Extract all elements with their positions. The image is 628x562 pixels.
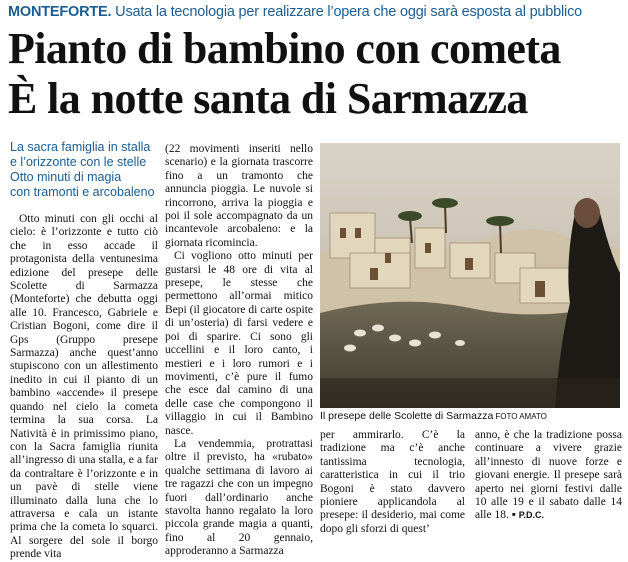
kicker-place: MONTEFORTE. <box>8 4 112 20</box>
headline-line-2: È la notte santa di Sarmazza <box>8 74 528 123</box>
paragraph: Otto minuti con gli occhi al cielo: è l’orizzonte e tutto ciò che in esso accade il protagonista della ventunesima edizione del presepe delle Scolette di Sarmazza (Monteforte) che debutta oggi alle 10. Francesco, Gabriele e Cristian Bogoni, come dire il Gps (Gruppo presepe Sarmazza) anche quest’anno stupiscono con un allestimento inedito in cui il pianto di un bambino «accende» il presepe quando nel cielo la cometa termina la sua corsa. La Natività è in primissimo piano, con la Sacra famiglia riunita all’ingresso di una stalla, e a far da contraltare è l’orizzonte e in un pavè di stelle viene illuminato dalla luna che lo attraversa e cala un istante prima che la cometa lo squarci. Al sorgere del sole il borgo prende vita <box>10 213 158 561</box>
photo-caption <box>320 410 622 422</box>
nativity-scene-photo <box>320 143 620 408</box>
paragraph <box>475 429 622 523</box>
caption-text: Il presepe delle Scolette di Sarmazza <box>320 410 494 422</box>
photo-illustration <box>320 143 620 408</box>
summary-line: e l’orizzonte con le stelle <box>10 155 147 169</box>
author-signature: P.D.C. <box>518 510 545 521</box>
paragraph: Ci vogliono otto minuti per gustarsi le 48 ore di vita al presepe, le stesse che permettono all’ormai mitico Bepi (il giocatore di carte ospite di un’osteria) di farsi vedere e poi di sparire. Ci sono gli uccellini e il loro canto, i mestieri e i loro rumori e i movimenti, c’è pure il fumo che esce dal camino di una delle case che compongono il villaggio in cui il Bambino nasce. <box>165 250 313 437</box>
kicker-text: Usata la tecnologia per realizzare l’opera che oggi sarà esposta al pubblico <box>115 4 582 20</box>
summary-line: Otto minuti di magia <box>10 170 122 184</box>
body-column-4 <box>475 429 622 523</box>
paragraph: (22 movimenti inseriti nello scenario) e la giornata trascorre fino a un tramonto che annuncia pioggia. Le nuvole si rincorrono, arriva la pioggia e poi il sole accompagnato da un incantevole arcobaleno: e la giornata ricomincia. <box>165 143 313 249</box>
kicker <box>8 4 622 20</box>
body-column-2 <box>165 143 313 559</box>
body-column-1 <box>10 213 158 562</box>
paragraph-text: anno, è che la tradizione possa continuare a vivere grazie all’innesto di nuove forze e giovani energie. Il presepe sarà aperto nei giorni festivi dalle 10 alle 19 e il sabato dalle 14 alle 18. ▪ <box>475 429 622 522</box>
photo-credit: FOTO AMATO <box>495 412 547 421</box>
body-column-3 <box>320 429 465 536</box>
paragraph: per ammirarlo. C’è la tradizione ma c’è anche tantissima tecnologia, caratteristica in cui il trio Bogoni è stato davvero pioniere applicandola al presepe: il desiderio, mai come dopo gli sforzi di quest’ <box>320 429 465 535</box>
summary-line: con tramonti e arcobaleno <box>10 185 155 199</box>
summary-line: La sacra famiglia in stalla <box>10 140 151 154</box>
headline-line-1: Pianto di bambino con cometa <box>8 24 561 73</box>
paragraph: La vendemmia, protrattasi oltre il previsto, ha «rubato» qualche settimana di lavoro ai tre ragazzi che con un impegno fuori dall’ordinario anche stavolta hanno regalato la loro piccola grande magia a quanti, fino al 20 gennaio, approderanno a Sarmazza <box>165 437 313 558</box>
summary <box>10 140 160 200</box>
